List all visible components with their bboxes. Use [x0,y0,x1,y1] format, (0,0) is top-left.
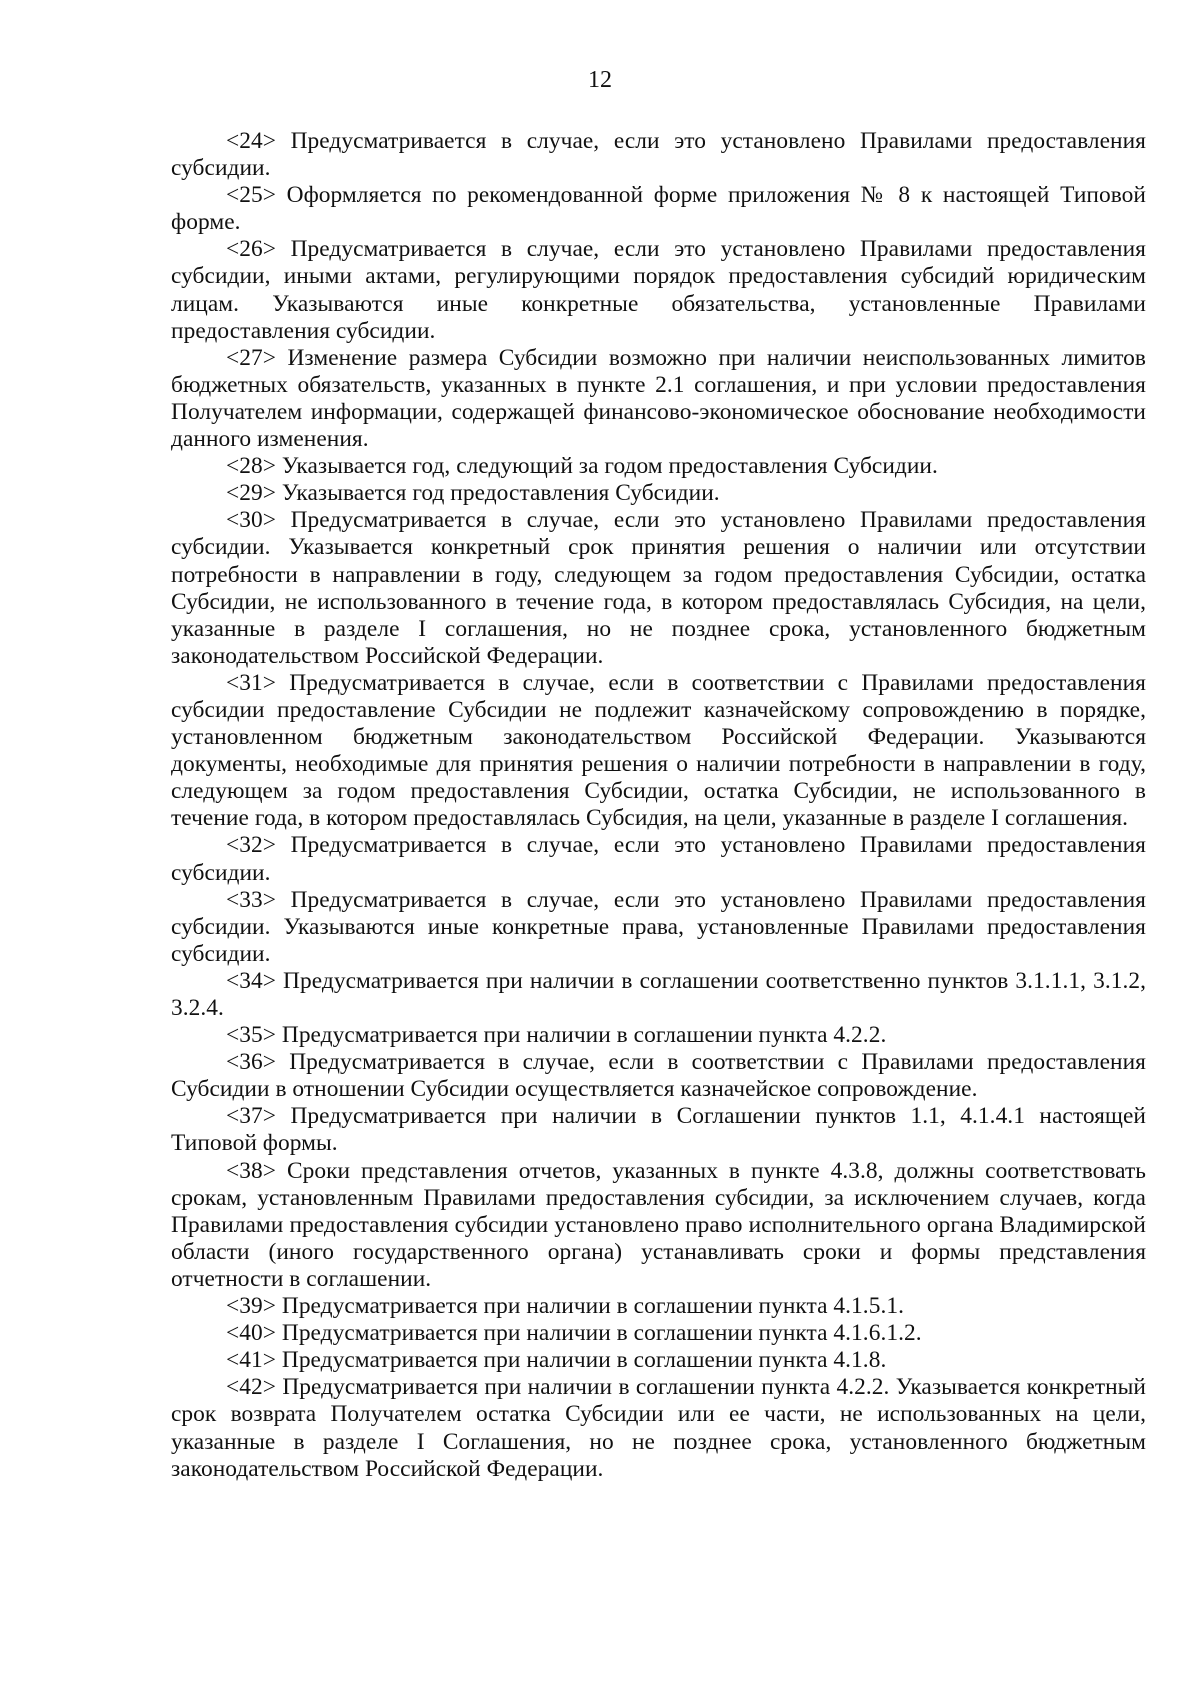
footnote-25: <25> Оформляется по рекомендованной форме приложения № 8 к настоящей Типовой форме. [171,182,1146,236]
footnote-26: <26> Предусматривается в случае, если это установлено Правилами предоставления субсидии, иными актами, регулирующими порядок предоставления субсидий юридическим лицам. Указываются иные конкретные обязательства, установленные Правилами предоставления субсидии. [171,236,1146,344]
footnote-42: <42> Предусматривается при наличии в соглашении пункта 4.2.2. Указывается конкретный срок возврата Получателем остатка Субсидии или ее части, не использованных на цели, указанные в разделе I Соглашения, но не позднее срока, установленного бюджетным законодательством Российской Федерации. [171,1374,1146,1482]
footnote-38: <38> Сроки представления отчетов, указанных в пункте 4.3.8, должны соответствовать срокам, установленным Правилами предоставления субсидии, за исключением случаев, когда Правилами предоставления субсидии установлено право исполнительного органа Владимирской области (иного государственного органа) устанавливать сроки и формы представления отчетности в соглашении. [171,1157,1146,1292]
footnote-30: <30> Предусматривается в случае, если это установлено Правилами предоставления субсидии. Указывается конкретный срок принятия решения о наличии или отсутствии потребности в направлении в году, следующем за годом предоставления Субсидии, остатка Субсидии, не использованного в течение года, в котором предоставлялась Субсидия, на цели, указанные в разделе I соглашения, но не позднее срока, установленного бюджетным законодательством Российской Федерации. [171,507,1146,669]
footnote-33: <33> Предусматривается в случае, если это установлено Правилами предоставления субсидии. Указываются иные конкретные права, установленные Правилами предоставления субсидии. [171,886,1146,967]
footnote-39: <39> Предусматривается при наличии в соглашении пункта 4.1.5.1. [226,1293,904,1320]
footnote-24: <24> Предусматривается в случае, если это установлено Правилами предоставления субсидии. [171,128,1146,182]
footnote-37: <37> Предусматривается при наличии в Соглашении пунктов 1.1, 4.1.4.1 настоящей Типовой формы. [171,1103,1146,1157]
footnote-32: <32> Предусматривается в случае, если это установлено Правилами предоставления субсидии. [171,832,1146,886]
footnote-31: <31> Предусматривается в случае, если в соответствии с Правилами предоставления субсидии предоставление Субсидии не подлежит казначейскому сопровождению в порядке, установленном бюджетным законодательством Российской Федерации. Указываются документы, необходимые для принятия решения о наличии потребности в направлении в году, следующем за годом предоставления Субсидии, остатка Субсидии, не использованного в течение года, в котором предоставлялась Субсидия, на цели, указанные в разделе I соглашения. [171,669,1146,832]
footnote-29: <29> Указывается год предоставления Субсидии. [226,480,720,507]
footnotes-list [171,128,1146,1483]
footnote-41: <41> Предусматривается при наличии в соглашении пункта 4.1.8. [226,1347,887,1374]
footnote-27: <27> Изменение размера Субсидии возможно при наличии неиспользованных лимитов бюджетных обязательств, указанных в пункте 2.1 соглашения, и при условии предоставления Получателем информации, содержащей финансово-экономическое обоснование необходимости данного изменения. [171,344,1146,453]
footnote-28: <28> Указывается год, следующий за годом предоставления Субсидии. [226,453,938,480]
footnote-36: <36> Предусматривается в случае, если в соответствии с Правилами предоставления Субсидии в отношении Субсидии осуществляется казначейское сопровождение. [171,1049,1146,1103]
footnote-35: <35> Предусматривается при наличии в соглашении пункта 4.2.2. [226,1022,887,1049]
footnote-40: <40> Предусматривается при наличии в соглашении пункта 4.1.6.1.2. [226,1320,922,1347]
page-number: 12 [588,67,612,93]
footnote-34: <34> Предусматривается при наличии в соглашении соответственно пунктов 3.1.1.1, 3.1.2, 3.2.4. [171,967,1146,1021]
